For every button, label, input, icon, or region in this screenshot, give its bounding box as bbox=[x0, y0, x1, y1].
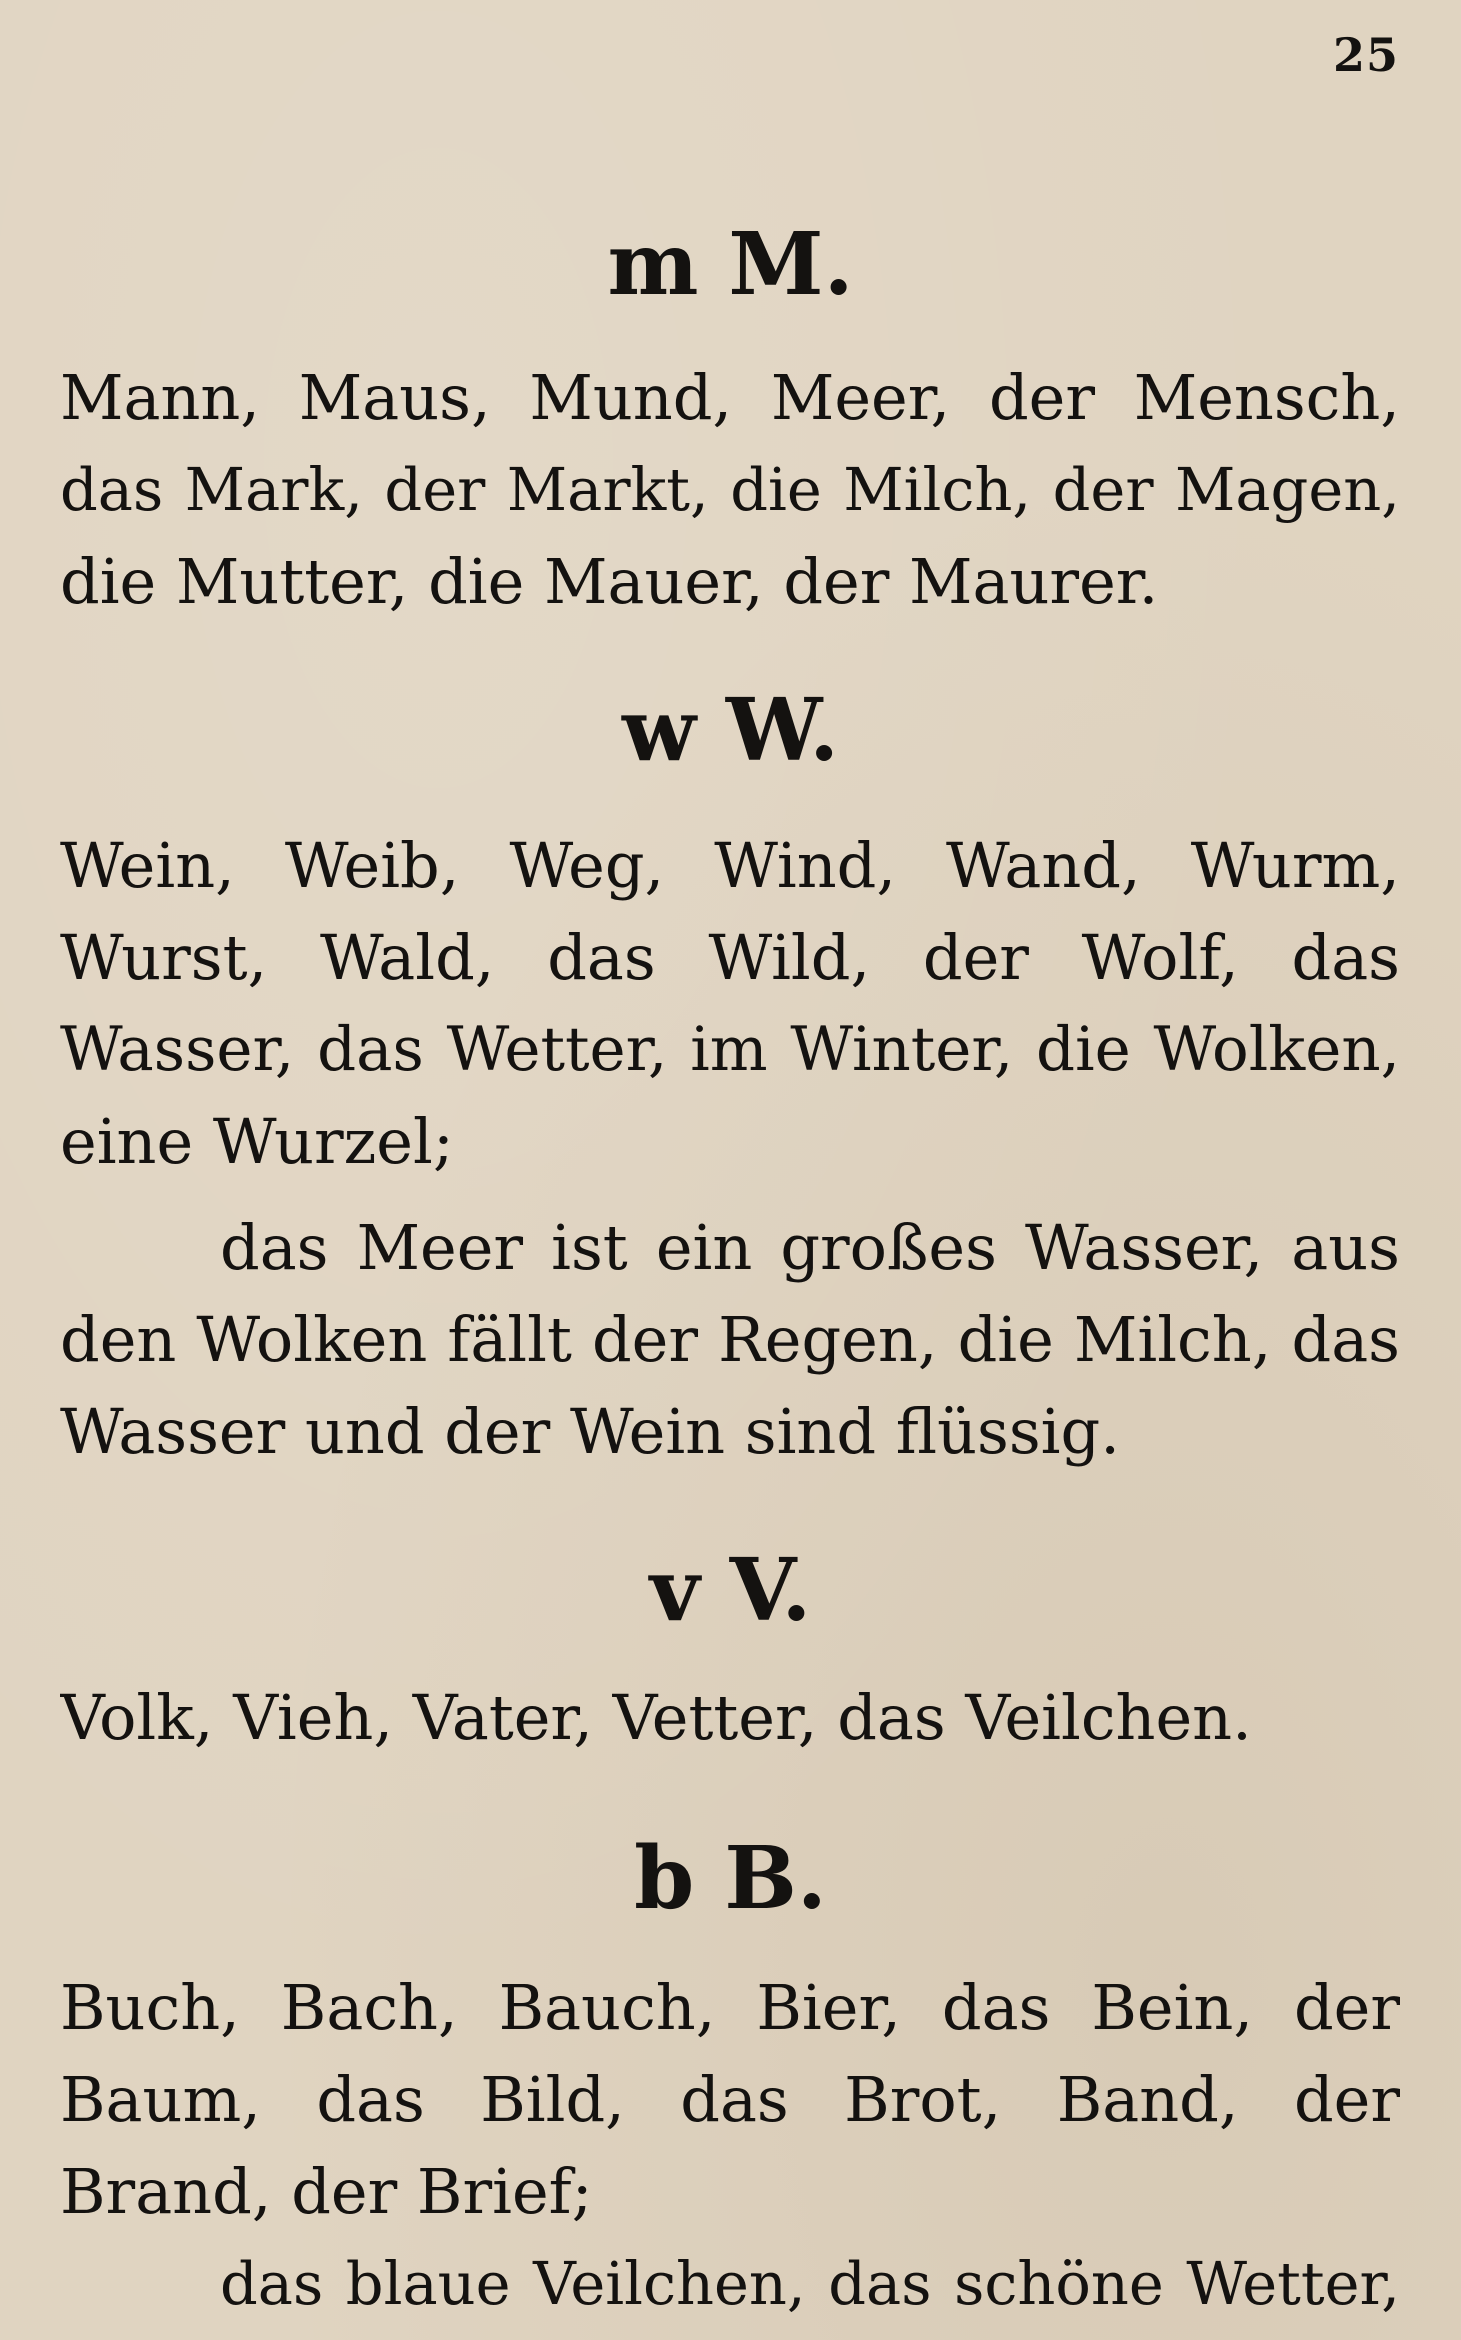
paragraph-b-sentences bbox=[60, 2238, 1400, 2330]
paragraph-w-words bbox=[60, 820, 1400, 1188]
text-line: das Mark, der Markt, die Milch, der Magen, bbox=[60, 455, 1400, 524]
paragraph-b-words bbox=[60, 1962, 1400, 2238]
page-number: 25 bbox=[1332, 28, 1399, 82]
text-line: Mann, Maus, Mund, Meer, der Mensch, bbox=[60, 361, 1400, 434]
section-heading-m: m M. bbox=[607, 214, 854, 315]
text-line: Wurst, Wald, das Wild, der Wolf, das bbox=[60, 921, 1400, 994]
text-line: Brand, der Brief; bbox=[60, 2155, 593, 2228]
paragraph-v-words bbox=[60, 1672, 1400, 1764]
paragraph-m-words bbox=[60, 352, 1400, 628]
section-heading-v: v V. bbox=[649, 1540, 812, 1641]
paragraph-w-sentences bbox=[60, 1202, 1400, 1478]
text-line: eine Wurzel; bbox=[60, 1105, 454, 1178]
text-line: Wasser, das Wetter, im Winter, die Wolken, bbox=[60, 1014, 1400, 1085]
text-line: Baum, das Bild, das Brot, Band, der bbox=[60, 2063, 1400, 2136]
text-line: den Wolken fällt der Regen, die Milch, das bbox=[60, 1303, 1400, 1376]
text-line: Wein, Weib, Weg, Wind, Wand, Wurm, bbox=[60, 829, 1400, 902]
text-line: Wasser und der Wein sind flüssig. bbox=[60, 1395, 1120, 1468]
section-heading-w: w W. bbox=[621, 680, 840, 781]
text-line: die Mutter, die Mauer, der Maurer. bbox=[60, 545, 1159, 618]
text-line: Buch, Bach, Bauch, Bier, das Bein, der bbox=[60, 1971, 1400, 2044]
text-line: Volk, Vieh, Vater, Vetter, das Veilchen. bbox=[60, 1681, 1252, 1754]
section-heading-b: b B. bbox=[634, 1828, 827, 1929]
text-line: das Meer ist ein großes Wasser, aus bbox=[220, 1211, 1400, 1284]
text-line: das blaue Veilchen, das schöne Wetter, bbox=[220, 2249, 1400, 2318]
